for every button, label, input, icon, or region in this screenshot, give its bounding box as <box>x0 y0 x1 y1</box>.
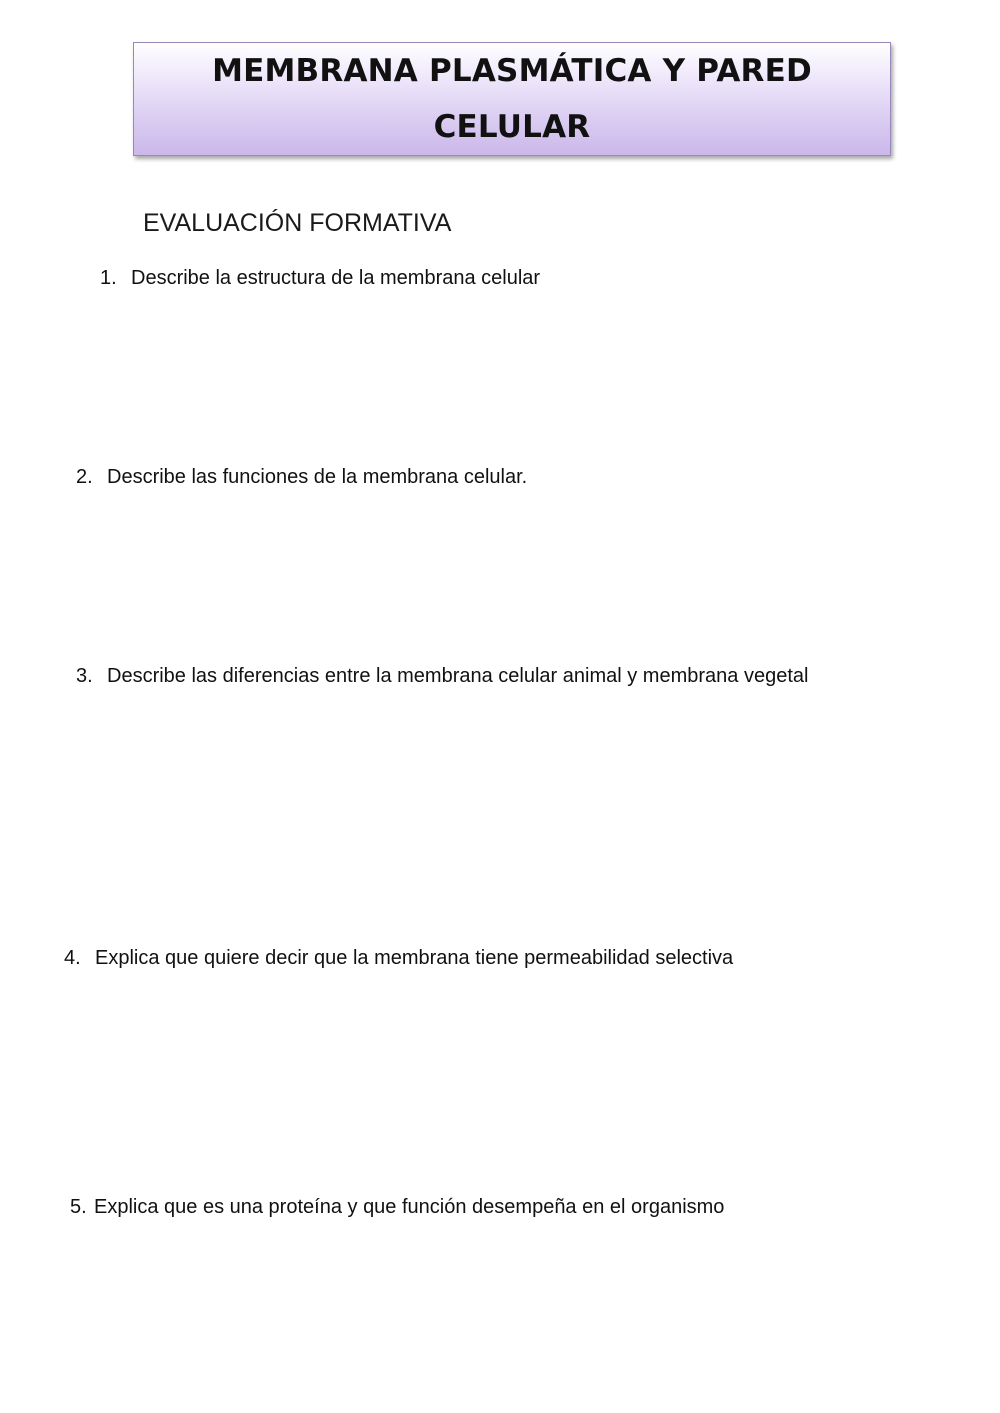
question-text: Explica que es una proteína y que función desempeña en el organismo <box>94 1196 725 1218</box>
question-number: 5. <box>70 1196 87 1218</box>
question-number: 4. <box>64 947 81 969</box>
question-1 <box>100 262 540 295</box>
question-text: Describe las funciones de la membrana celular. <box>107 466 528 488</box>
question-2 <box>76 461 527 494</box>
question-text: Explica que quiere decir que la membrana tiene permeabilidad selectiva <box>95 947 734 969</box>
question-3 <box>76 660 856 693</box>
question-4 <box>64 942 733 975</box>
question-number: 1. <box>100 267 117 289</box>
question-5 <box>70 1191 724 1224</box>
title-banner <box>133 42 891 156</box>
question-text: Describe las diferencias entre la membrana celular animal y membrana vegetal <box>107 665 809 687</box>
page-title-line-1: MEMBRANA PLASMÁTICA Y PARED <box>212 53 812 89</box>
page-title-line-2: CELULAR <box>433 109 591 145</box>
question-number: 3. <box>76 665 93 687</box>
question-number: 2. <box>76 466 93 488</box>
section-subtitle: EVALUACIÓN FORMATIVA <box>143 209 452 237</box>
question-text: Describe la estructura de la membrana celular <box>131 267 541 289</box>
